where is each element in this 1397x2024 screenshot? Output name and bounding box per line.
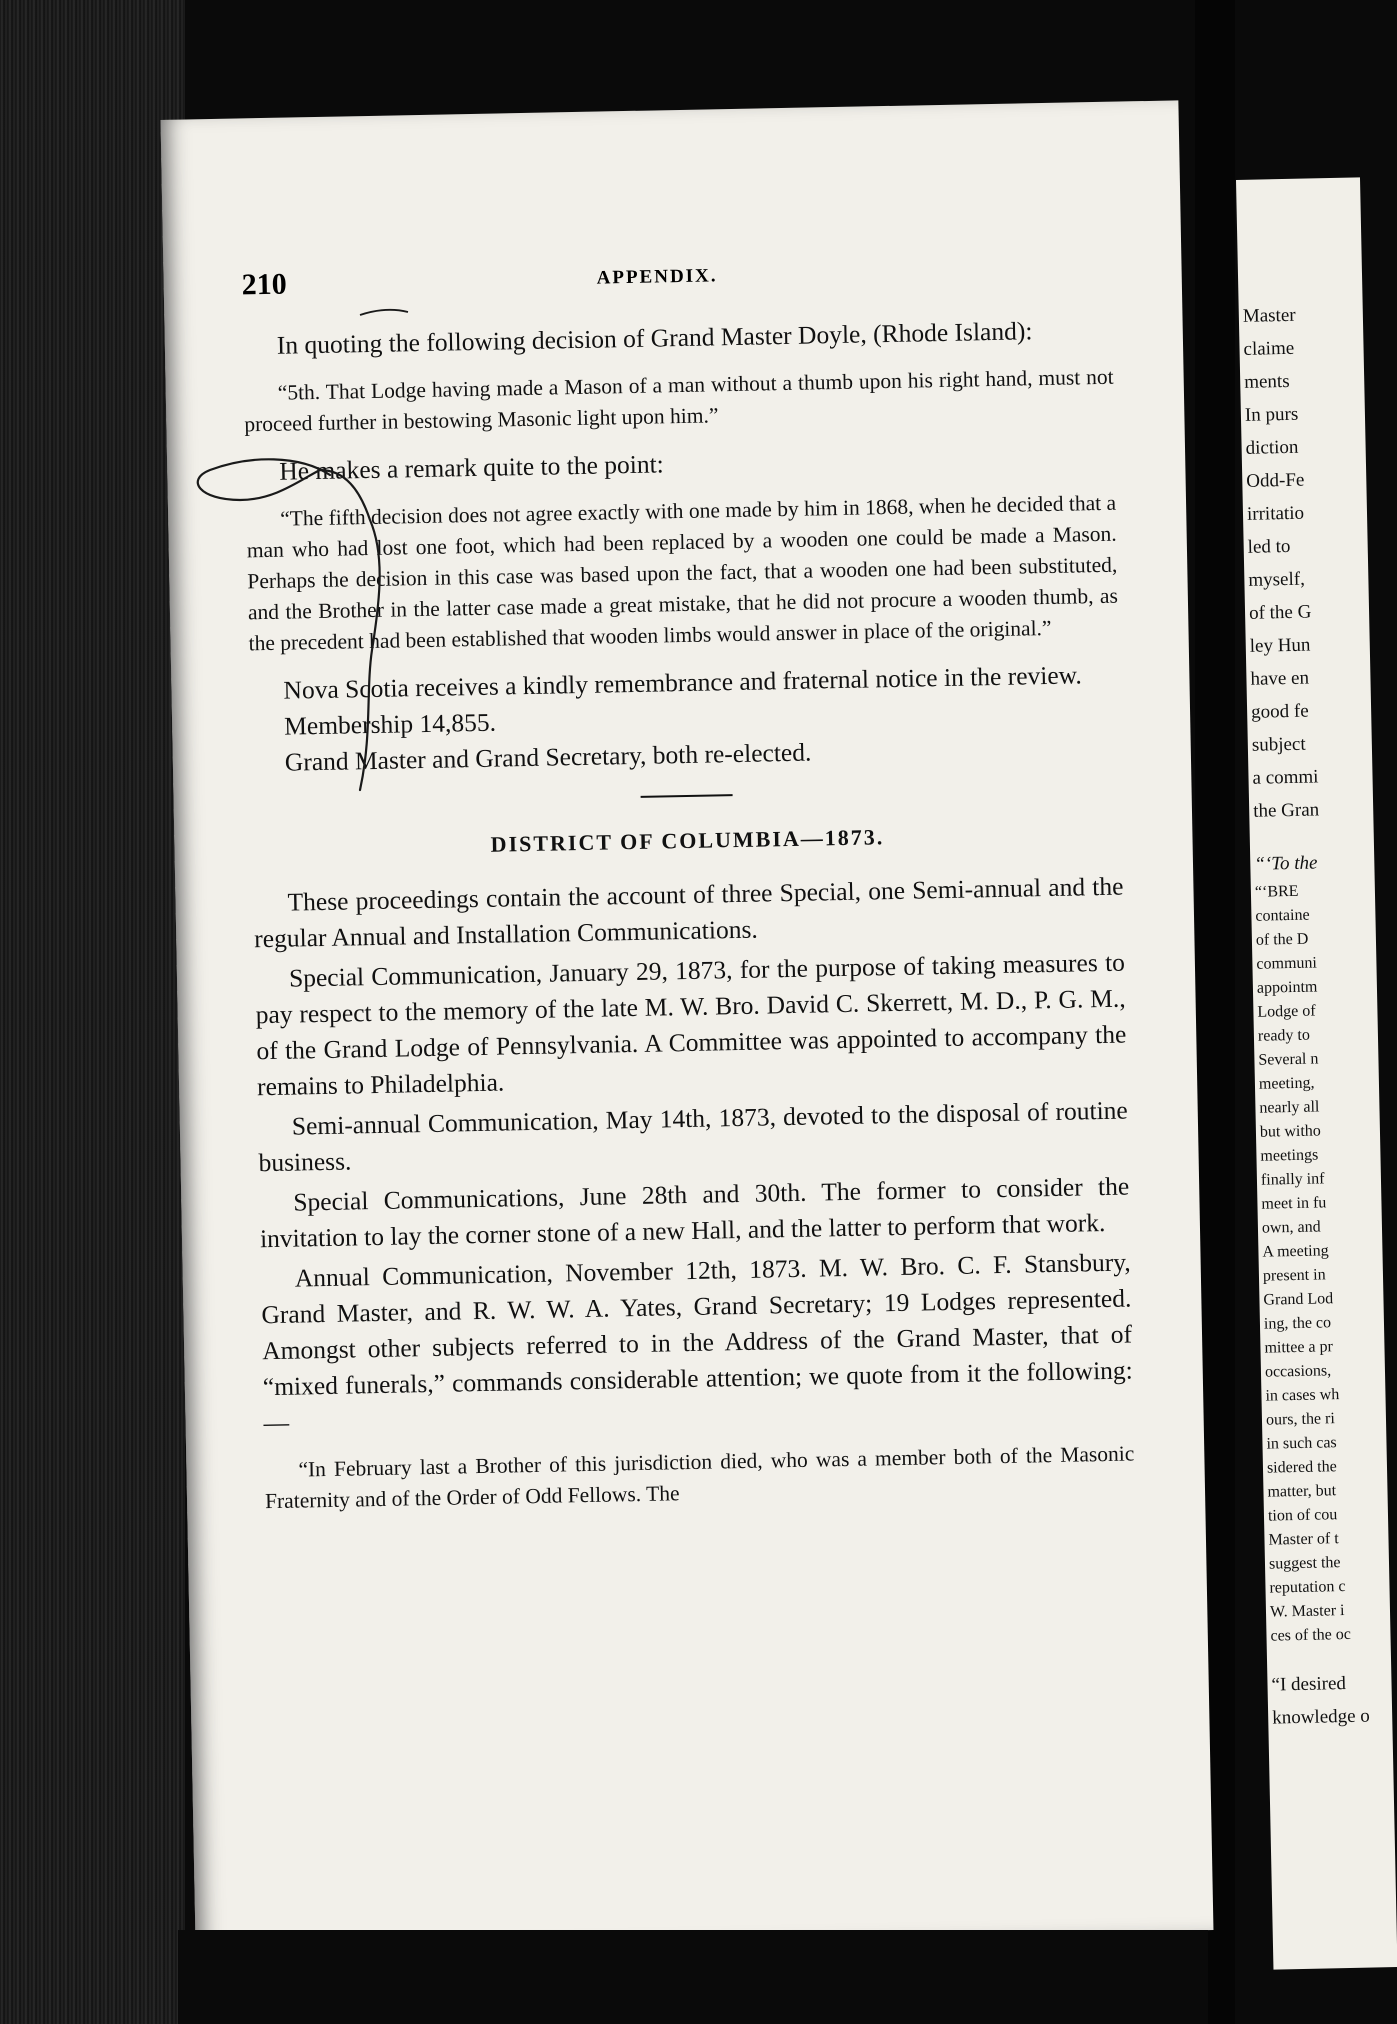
facing-line: In purs bbox=[1244, 403, 1299, 426]
facing-line: claime bbox=[1243, 337, 1295, 360]
facing-gap bbox=[1254, 825, 1374, 848]
section-divider bbox=[641, 794, 733, 798]
facing-line: suggest the bbox=[1268, 1554, 1341, 1573]
facing-line: present in bbox=[1262, 1266, 1326, 1285]
section-title: DISTRICT OF COLUMBIA—1873. bbox=[490, 824, 885, 857]
page-body bbox=[243, 312, 1136, 1531]
facing-line: ours, the ri bbox=[1265, 1410, 1336, 1429]
facing-line: led to bbox=[1247, 535, 1291, 558]
facing-line: matter, but bbox=[1267, 1482, 1337, 1501]
facing-page-text bbox=[1236, 177, 1393, 1734]
facing-line: reputation c bbox=[1269, 1578, 1346, 1597]
facing-line: meeting, bbox=[1258, 1074, 1315, 1093]
facing-line: “‘To the bbox=[1254, 852, 1318, 875]
facing-line: of the D bbox=[1255, 930, 1309, 949]
page-number: 210 bbox=[241, 267, 288, 302]
facing-line: tion of cou bbox=[1267, 1506, 1338, 1525]
facing-line: irritatio bbox=[1246, 502, 1305, 525]
facing-line: Lodge of bbox=[1257, 1002, 1316, 1021]
semi-annual-paragraph: Semi-annual Communication, May 14th, 1873, devoted to the disposal of routine business. bbox=[258, 1095, 1128, 1178]
facing-line: ments bbox=[1244, 370, 1290, 393]
facing-line: myself, bbox=[1248, 568, 1306, 591]
facing-line: containe bbox=[1255, 906, 1310, 925]
mixed-funerals-quote: “In February last a Brother of this jurisdiction died, who was a member both of the Masonic Fraternity and of the Order of Odd Fellows. The bbox=[264, 1441, 1135, 1514]
facing-line: ces of the oc bbox=[1270, 1625, 1352, 1645]
facing-line: Odd-Fe bbox=[1246, 469, 1305, 492]
special-communication-paragraph: Special Communication, January 29, 1873, for the purpose of taking measures to pay respect to the memory of the late M. W. Bro. David C. Skerrett, M. D., P. G. M., of the Grand Lodge of Pennsylvania. A Committee was appointed to accompany the remains to Philadelphia. bbox=[255, 947, 1127, 1102]
facing-line: of the G bbox=[1248, 601, 1312, 624]
membership-line: Membership 14,855. bbox=[283, 707, 497, 741]
quoted-decision: “5th. That Lodge having made a Mason of a man without a thumb upon his right hand, must not proceed further in bestowing Masonic light upon him.” bbox=[244, 364, 1114, 437]
june-communications-paragraph: Special Communications, June 28th and 30th. The former to consider the invitation to lay the corner stone of a new Hall, and the latter to perform that work. bbox=[259, 1171, 1130, 1254]
running-head: APPENDIX. bbox=[596, 265, 718, 289]
facing-line: sidered the bbox=[1266, 1458, 1337, 1477]
facing-line: “I desired bbox=[1271, 1673, 1347, 1696]
page-bottom-shadow bbox=[178, 1930, 1208, 2024]
facing-line: nearly all bbox=[1259, 1098, 1320, 1117]
facing-line: in such cas bbox=[1266, 1434, 1337, 1453]
facing-line: have en bbox=[1250, 667, 1310, 690]
facing-gap bbox=[1271, 1646, 1391, 1669]
facing-line: meet in fu bbox=[1261, 1194, 1327, 1213]
facing-line: but witho bbox=[1259, 1122, 1322, 1141]
facing-line: good fe bbox=[1250, 700, 1309, 723]
facing-line: ley Hun bbox=[1249, 634, 1311, 657]
facing-line: Master bbox=[1242, 304, 1296, 327]
officers-line: Grand Master and Grand Secretary, both re-elected. bbox=[284, 737, 812, 777]
quoted-remark: “The fifth decision does not agree exactly with one made by him in 1868, when he decided that a man who had lost one foot, which had been replaced by a wooden one could be made a Mason. Perhaps the decision in this case was based upon the fact, that a wooden one had been substituted, and the Brother in the latter case made a great mistake, that he did not procure a wooden thumb, as the precedent had been established that wooden limbs would answer in place of the original.” bbox=[246, 490, 1119, 656]
facing-line: the Gran bbox=[1253, 799, 1320, 822]
facing-line: ing, the co bbox=[1263, 1314, 1332, 1333]
facing-line: finally inf bbox=[1260, 1170, 1325, 1189]
facing-line: Master of t bbox=[1268, 1530, 1339, 1549]
facing-line: knowledge o bbox=[1271, 1705, 1371, 1729]
facing-line: occasions, bbox=[1264, 1362, 1332, 1381]
remark-paragraph: He makes a remark quite to the point: bbox=[279, 449, 665, 486]
facing-line: subject bbox=[1251, 733, 1306, 756]
facing-page-fragment bbox=[1236, 177, 1397, 1969]
facing-line: W. Master i bbox=[1269, 1602, 1345, 1621]
facing-line: own, and bbox=[1261, 1218, 1321, 1237]
facing-line: A meeting bbox=[1262, 1242, 1329, 1261]
annual-communication-paragraph: Annual Communication, November 12th, 1873. M. W. Bro. C. F. Stansbury, Grand Master, and R. W. W. A. Yates, Grand Secretary; 19 Lodges represented. Amongst other subjects referred to in the Address of the Grand Master, that of “mixed funerals,” commands considerable attention; we quote from it the following:— bbox=[261, 1247, 1133, 1438]
facing-line: appointm bbox=[1256, 978, 1318, 997]
page-header bbox=[241, 251, 1142, 308]
nova-scotia-paragraph: Nova Scotia receives a kindly remembrance and fraternal notice in the review. bbox=[283, 660, 1083, 705]
intro-paragraph: In quoting the following decision of Grand Master Doyle, (Rhode Island): bbox=[276, 316, 1033, 360]
facing-line: a commi bbox=[1252, 766, 1319, 789]
left-page bbox=[161, 100, 1214, 1949]
facing-line: “‘BRE bbox=[1254, 882, 1299, 901]
facing-line: mittee a pr bbox=[1264, 1338, 1334, 1357]
facing-line: in cases wh bbox=[1265, 1386, 1340, 1405]
proceedings-paragraph: These proceedings contain the account of three Special, one Semi-annual and the regular Annual and Installation Communications. bbox=[253, 871, 1124, 954]
facing-line: meetings bbox=[1260, 1146, 1319, 1165]
facing-line: ready to bbox=[1257, 1026, 1311, 1045]
facing-line: diction bbox=[1245, 436, 1299, 459]
facing-line: communi bbox=[1256, 954, 1318, 973]
facing-line: Grand Lod bbox=[1263, 1290, 1334, 1309]
facing-line: Several n bbox=[1258, 1050, 1319, 1069]
book-edge-shadow bbox=[0, 0, 185, 2024]
